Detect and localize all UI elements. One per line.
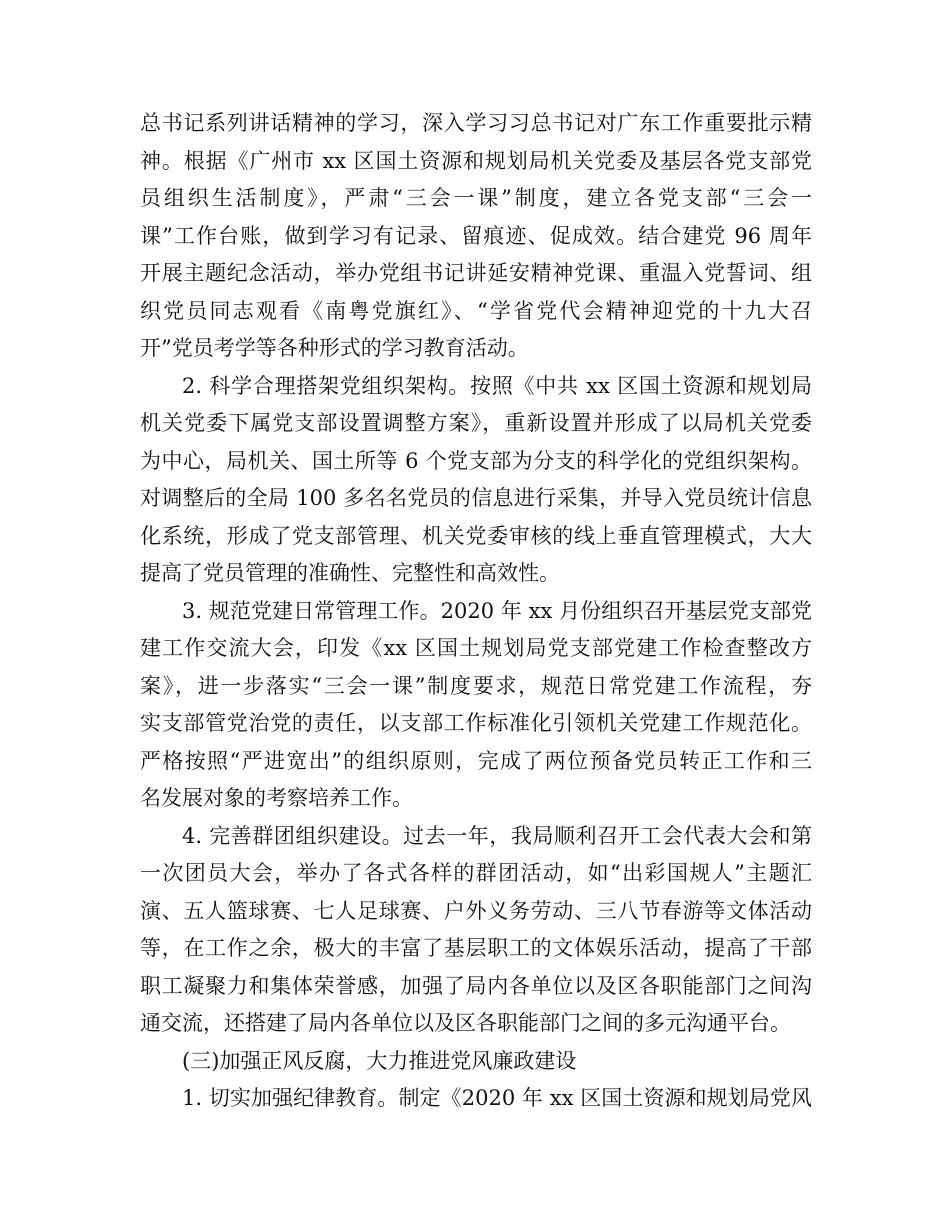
text-line: 课”工作台账，做到学习有记录、留痕迹、促成效。结合建党 96 周年	[140, 223, 812, 248]
text-line: 等，在工作之余，极大的丰富了基层职工的文体娱乐活动，提高了干部	[140, 936, 812, 960]
text-line: 实支部管党治党的责任，以支部工作标准化引领机关党建工作规范化。	[140, 711, 812, 735]
text-line: 演、五人篮球赛、七人足球赛、户外义务劳动、三八节春游等文体活动	[140, 898, 812, 923]
text-line: 案》，进一步落实“三会一课”制度要求，规范日常党建工作流程，夯	[140, 673, 812, 698]
text-line: 员组织生活制度》，严肃“三会一课”制度，建立各党支部“三会一	[140, 186, 812, 210]
text-line: 通交流，还搭建了局内各单位以及区各职能部门之间的多元沟通平台。	[140, 1011, 791, 1035]
text-line: 总书记系列讲话精神的学习，深入学习习总书记对广东工作重要批示精	[140, 111, 812, 135]
text-line: 神。根据《广州市 xx 区国土资源和规划局机关党委及基层各党支部党	[140, 148, 812, 173]
text-line: 一次团员大会，举办了各式各样的群团活动，如“出彩国规人”主题汇	[140, 861, 812, 885]
text-line: 机关党委下属党支部设置调整方案》，重新设置并形成了以局机关党委	[140, 411, 812, 435]
text-line: 3. 规范党建日常管理工作。2020 年 xx 月份组织召开基层党支部党	[182, 598, 812, 623]
text-line: 开展主题纪念活动，举办党组书记讲延安精神党课、重温入党誓词、组	[140, 261, 812, 285]
text-line: 职工凝聚力和集体荣誉感，加强了局内各单位以及区各职能部门之间沟	[140, 973, 812, 998]
text-line: 化系统，形成了党支部管理、机关党委审核的线上垂直管理模式，大大	[140, 523, 812, 548]
text-line: 建工作交流大会，印发《xx 区国土规划局党支部党建工作检查整改方	[140, 636, 812, 660]
text-line: 开”党员考学等各种形式的学习教育活动。	[140, 336, 529, 360]
text-line: 严格按照“严进宽出”的组织原则，完成了两位预备党员转正工作和三	[140, 748, 812, 773]
text-line: 织党员同志观看《南粤党旗红》、“学省党代会精神迎党的十九大召	[140, 298, 812, 323]
paragraph-p-4	[140, 818, 812, 1043]
text-line: 2. 科学合理搭架党组织架构。按照《中共 xx 区国土资源和规划局	[182, 373, 812, 398]
text-line: 4. 完善群团组织建设。过去一年，我局顺利召开工会代表大会和第	[182, 823, 812, 848]
paragraph-p-intro	[140, 105, 812, 368]
text-line: (三)加强正风反腐，大力推进党风廉政建设	[182, 1048, 577, 1073]
text-line: 为中心，局机关、国土所等 6 个党支部为分支的科学化的党组织架构。	[140, 448, 812, 473]
document-body	[140, 105, 812, 1118]
text-line: 提高了党员管理的准确性、完整性和高效性。	[140, 561, 560, 585]
text-line: 1. 切实加强纪律教育。制定《2020 年 xx 区国土资源和规划局党风	[182, 1086, 812, 1110]
paragraph-p-3	[140, 593, 812, 818]
paragraph-p-heading-3	[140, 1043, 812, 1081]
paragraph-p-2	[140, 368, 812, 593]
text-line: 名发展对象的考察培养工作。	[140, 786, 413, 810]
text-line: 对调整后的全局 100 多名名党员的信息进行采集，并导入党员统计信息	[140, 486, 812, 510]
paragraph-p-5	[140, 1080, 812, 1118]
